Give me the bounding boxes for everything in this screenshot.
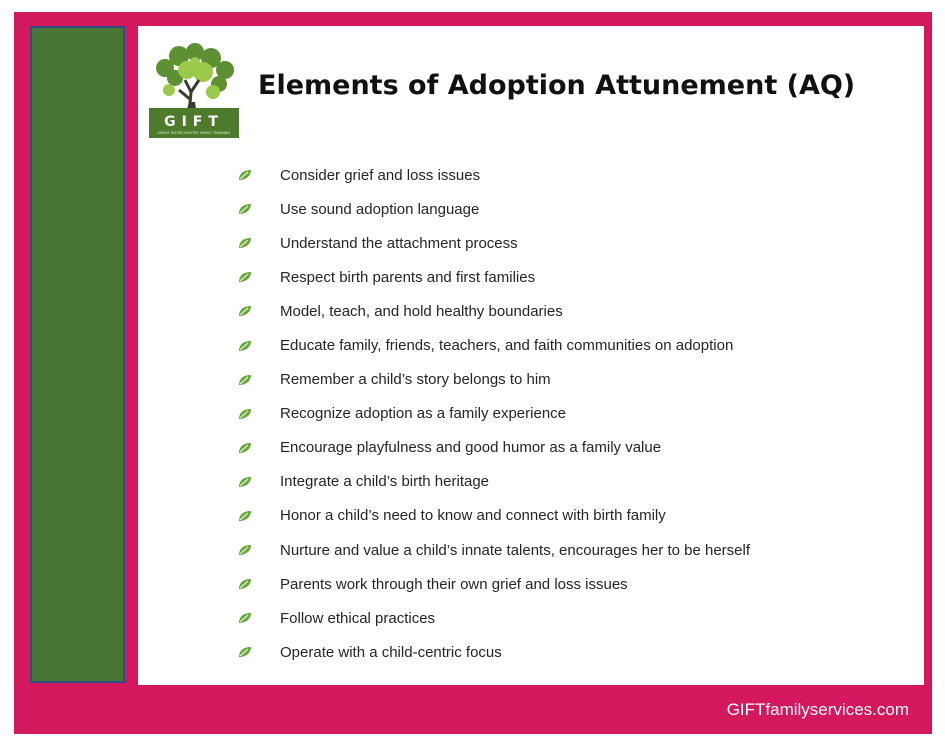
leaf-icon (238, 612, 252, 624)
bullet-item (236, 567, 750, 601)
bullet-text: Follow ethical practices (280, 609, 436, 627)
bullet-item (236, 294, 750, 328)
bullet-item (236, 499, 750, 533)
bullet-item (236, 601, 750, 635)
leaf-icon (238, 646, 252, 658)
leaf-icon (238, 169, 252, 181)
bullet-text: Nurture and value a child’s innate talents, encourages her to be herself (280, 541, 751, 559)
leaf-icon (238, 578, 252, 590)
bullet-text: Use sound adoption language (280, 200, 480, 218)
leaf-icon (238, 476, 252, 488)
bullet-text: Parents work through their own grief and loss issues (280, 575, 628, 593)
bullet-text: Consider grief and loss issues (280, 166, 481, 184)
bullet-text: Encourage playfulness and good humor as a family value (280, 439, 662, 457)
tree-icon (149, 40, 239, 138)
bullet-item (236, 397, 750, 431)
leaf-icon (238, 271, 252, 283)
logo-tagline: GREAT INTERCOUNTRY FAMILY TRAINING (157, 131, 231, 135)
logo-text: GIFT (164, 114, 224, 130)
bullet-text: Respect birth parents and first families (280, 268, 536, 286)
bullet-item (236, 363, 750, 397)
bullet-text: Understand the attachment process (280, 234, 518, 252)
leaf-icon (238, 544, 252, 556)
leaf-icon (238, 237, 252, 249)
green-sidebar (30, 26, 125, 683)
footer-url: GIFTfamilyservices.com (726, 700, 909, 719)
bullet-text: Honor a child’s need to know and connect with birth family (280, 507, 666, 525)
bullet-item (236, 260, 750, 294)
bullet-item (236, 533, 750, 567)
leaf-icon (238, 305, 252, 317)
leaf-icon (238, 442, 252, 454)
bullet-text: Model, teach, and hold healthy boundaries (280, 302, 563, 320)
bullet-text: Integrate a child’s birth heritage (280, 473, 490, 491)
slide-title: Elements of Adoption Attunement (AQ) (258, 70, 856, 101)
bullet-text: Recognize adoption as a family experience (280, 405, 567, 423)
bullet-item (236, 226, 750, 260)
leaf-icon (238, 510, 252, 522)
leaf-icon (238, 203, 252, 215)
bullet-item (236, 465, 750, 499)
bullet-item (236, 431, 750, 465)
leaf-icon (238, 408, 252, 420)
bullet-text: Remember a child’s story belongs to him (280, 371, 551, 389)
bullet-list (236, 158, 750, 669)
bullet-item (236, 158, 750, 192)
bullet-item (236, 635, 750, 669)
bullet-text: Educate family, friends, teachers, and faith communities on adoption (280, 337, 734, 355)
bullet-item (236, 192, 750, 226)
bullet-text: Operate with a child-centric focus (280, 643, 502, 661)
leaf-icon (238, 374, 252, 386)
bullet-item (236, 328, 750, 362)
leaf-icon (238, 340, 252, 352)
gift-logo (149, 40, 239, 138)
